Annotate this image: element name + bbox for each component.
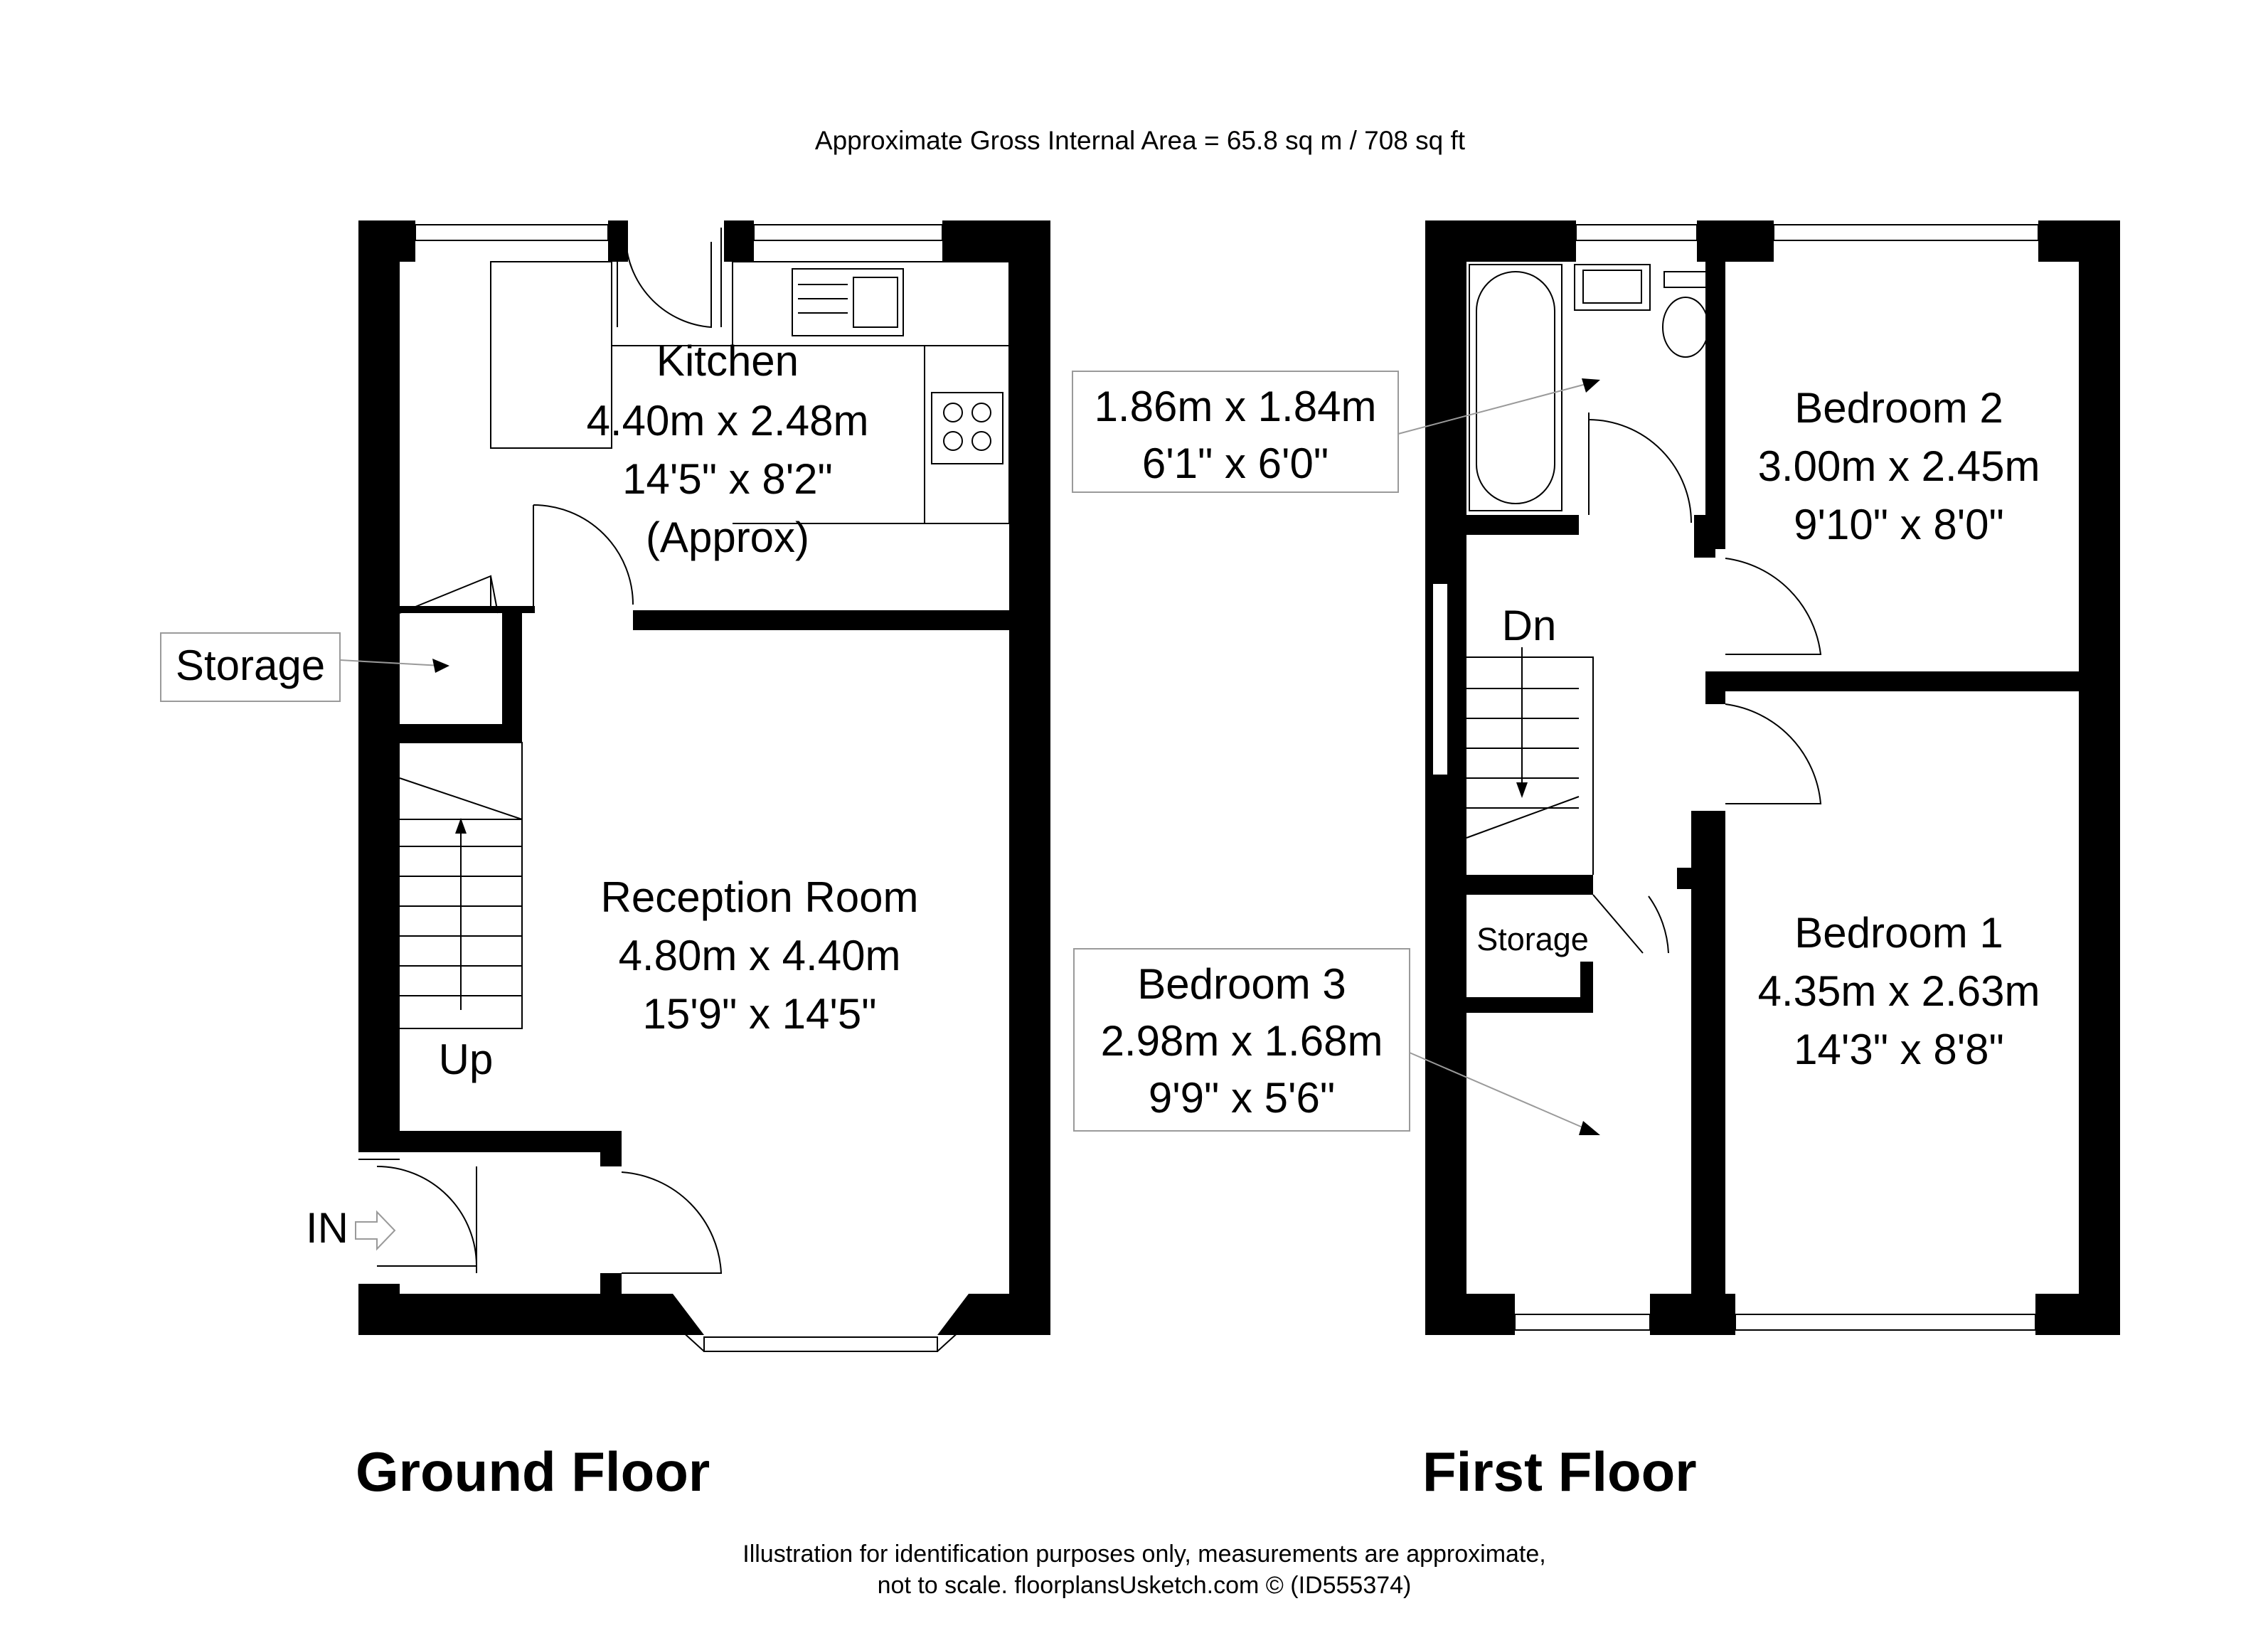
bay-wall-right: [937, 1294, 969, 1335]
ground-south-wall-right: [969, 1294, 1050, 1335]
entrance-arrow-icon: [356, 1212, 395, 1249]
bedroom2-west-wall: [1705, 262, 1725, 529]
stairs-down-arrow: [1516, 782, 1528, 798]
kitchen-label: [587, 337, 869, 561]
bathroom-south-wall: [1466, 515, 1579, 535]
bath-icon: [1469, 265, 1562, 511]
first-storage-label: Storage: [1476, 921, 1589, 957]
first-north-wall-mid: [1697, 220, 1774, 262]
first-floor-plan: [1072, 220, 2120, 1503]
bay-window-front: [704, 1337, 937, 1351]
storage-east-wall: [502, 613, 522, 741]
disclaimer-line-2: not to scale. floorplansUsketch.com © (ID555374): [877, 1572, 1412, 1599]
gross-area-heading: Approximate Gross Internal Area = 65.8 sq m / 708 sq ft: [814, 126, 1466, 155]
bathroom-window: [1576, 225, 1697, 240]
stairs-up-label: Up: [438, 1036, 494, 1083]
bedroom3-metric: 2.98m x 1.68m: [1100, 1017, 1383, 1065]
bedroom3-window: [1515, 1314, 1650, 1330]
ground-floor-plan: [161, 220, 1050, 1503]
back-door-swing: [626, 242, 711, 327]
bedroom1-door-swing: [1725, 704, 1821, 804]
storage-south-wall: [400, 724, 522, 743]
ground-north-wall-right-stub: [724, 220, 754, 262]
ground-north-wall-left: [358, 220, 415, 262]
kitchen-counter-top: [733, 262, 1009, 346]
bedroom2-window: [1774, 225, 2038, 240]
bedroom1-north-post: [1705, 671, 1725, 704]
kitchen-divider-stub: [400, 606, 535, 613]
toilet-cistern: [1664, 272, 1707, 287]
bath-inner: [1476, 272, 1555, 504]
kitchen-imperial: 14'5" x 8'2": [622, 455, 833, 503]
bedroom1-window: [1735, 1314, 2035, 1330]
bedroom2-imperial: 9'10" x 8'0": [1794, 501, 2004, 548]
bedroom1-label: [1758, 909, 2040, 1073]
sink-icon: [792, 269, 903, 336]
bedroom1-name: Bedroom 1: [1794, 909, 2003, 957]
kitchen-approx-note: (Approx): [645, 514, 810, 561]
bedroom3-imperial: 9'9" x 5'6": [1148, 1074, 1336, 1122]
first-floor-stairs: [1466, 647, 1593, 875]
bedroom2-label: [1758, 384, 2040, 548]
disclaimer-line-1: Illustration for identification purposes only, measurements are approximate,: [742, 1541, 1546, 1568]
bathroom-callout: [1072, 371, 1600, 492]
kitchen-metric: 4.40m x 2.48m: [586, 397, 869, 445]
first-north-wall-right: [2038, 220, 2120, 262]
ground-north-wall-mid: [608, 220, 628, 262]
sink-bowl: [853, 277, 898, 327]
first-east-wall: [2079, 220, 2120, 1335]
kitchen-window-left: [415, 225, 608, 240]
first-south-wall-right: [2035, 1294, 2120, 1335]
bedroom2-name: Bedroom 2: [1794, 384, 2003, 432]
porch-door-swing: [622, 1172, 721, 1273]
kitchen-name: Kitchen: [656, 337, 799, 385]
kitchen-window-right: [754, 225, 942, 240]
reception-imperial: 15'9" x 14'5": [642, 990, 877, 1038]
first-west-wall: [1425, 220, 1466, 1335]
stairs-down-label: Dn: [1501, 602, 1557, 649]
bedroom1-west-wall: [1705, 811, 1725, 1309]
bedroom1-imperial: 14'3" x 8'8": [1794, 1026, 2004, 1073]
ground-west-wall-upper: [358, 220, 400, 1145]
bathroom-door-swing: [1589, 420, 1691, 523]
first-north-wall-left: [1425, 220, 1576, 262]
first-storage-door: [1593, 895, 1643, 953]
ground-stairs: [400, 743, 522, 1028]
kitchen-door-swing: [533, 505, 633, 605]
bedroom2-south-wall: [1705, 671, 2120, 691]
landing-west-wall-upper: [1425, 541, 1466, 583]
ground-south-wall-left: [358, 1294, 673, 1335]
kitchen-counter-right: [925, 346, 1009, 523]
bedroom2-door-swing: [1725, 558, 1821, 654]
front-door-swing: [377, 1166, 477, 1266]
first-floor-title: First Floor: [1422, 1440, 1697, 1503]
first-storage-south-wall: [1466, 997, 1593, 1013]
bay-wall-left: [673, 1294, 704, 1335]
porch-east-wall-upper: [600, 1131, 622, 1166]
first-storage-north-wall: [1425, 875, 1593, 895]
bedroom3-door-post: [1677, 868, 1705, 889]
first-storage-east-post: [1580, 962, 1593, 1013]
bedroom2-door-post: [1705, 529, 1725, 549]
ground-east-wall: [1009, 220, 1050, 1335]
stairs-up-arrow: [455, 818, 467, 834]
toilet-icon: [1663, 297, 1708, 357]
bedroom3-name: Bedroom 3: [1137, 960, 1346, 1008]
first-south-wall-left: [1425, 1294, 1515, 1335]
reception-name: Reception Room: [600, 873, 919, 921]
reception-room-label: [601, 873, 919, 1038]
porch-east-wall-lower: [600, 1273, 622, 1294]
ground-storage-callout: [161, 633, 449, 701]
bedroom2-metric: 3.00m x 2.45m: [1757, 442, 2040, 490]
ground-storage-label: Storage: [175, 642, 326, 689]
porch-north-wall: [358, 1131, 622, 1152]
bedroom3-door-swing: [1649, 896, 1668, 953]
entrance-label: IN: [306, 1204, 348, 1252]
landing-window: [1432, 583, 1448, 775]
bathroom-imperial: 6'1" x 6'0": [1141, 440, 1329, 487]
bedroom1-metric: 4.35m x 2.63m: [1757, 967, 2040, 1015]
basin-bowl: [1583, 270, 1641, 303]
bathroom-metric: 1.86m x 1.84m: [1094, 383, 1377, 430]
ground-floor-title: Ground Floor: [356, 1440, 710, 1503]
hob-icon: [932, 393, 1003, 464]
kitchen-south-wall: [633, 610, 1050, 630]
reception-metric: 4.80m x 4.40m: [618, 932, 901, 979]
bedroom3-callout: [1074, 949, 1600, 1135]
